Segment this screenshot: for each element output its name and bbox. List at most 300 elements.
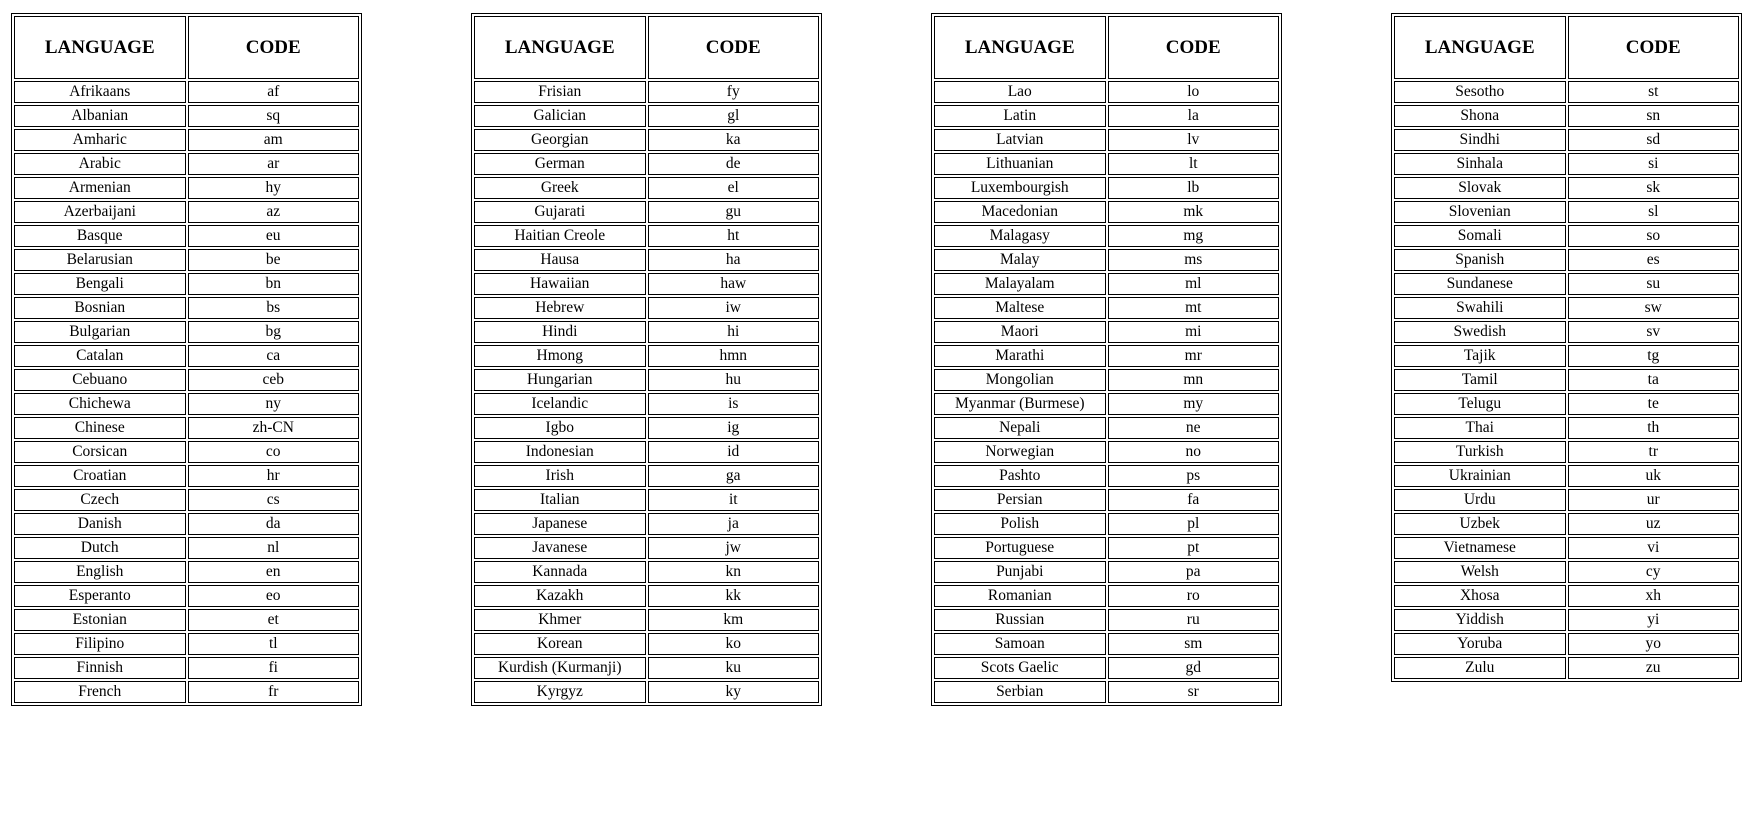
language-name-cell: Igbo (474, 417, 646, 439)
language-code-cell: ar (188, 153, 360, 175)
language-name-cell: Latin (934, 105, 1106, 127)
table-row (474, 561, 819, 583)
language-code-cell: zh-CN (188, 417, 360, 439)
language-code-cell: ig (648, 417, 820, 439)
language-code-cell: sn (1568, 105, 1740, 127)
table-row (14, 465, 359, 487)
table-row (934, 513, 1279, 535)
language-name-cell: Galician (474, 105, 646, 127)
table-row (934, 369, 1279, 391)
language-name-cell: Malayalam (934, 273, 1106, 295)
table-row (474, 153, 819, 175)
language-code-cell: ky (648, 681, 820, 703)
language-name-cell: Bengali (14, 273, 186, 295)
table-row (474, 633, 819, 655)
table-row (474, 513, 819, 535)
table-row (14, 561, 359, 583)
language-code-cell: gu (648, 201, 820, 223)
table-row (474, 369, 819, 391)
language-code-cell: nl (188, 537, 360, 559)
language-code-cell: tr (1568, 441, 1740, 463)
table-row (14, 153, 359, 175)
language-name-cell: Korean (474, 633, 646, 655)
table-row (1394, 513, 1739, 535)
language-code-cell: ht (648, 225, 820, 247)
table-row (14, 489, 359, 511)
table-row (1394, 585, 1739, 607)
language-code-cell: sv (1568, 321, 1740, 343)
language-name-cell: Icelandic (474, 393, 646, 415)
language-name-cell: Russian (934, 609, 1106, 631)
table-row (14, 441, 359, 463)
language-code-cell: iw (648, 297, 820, 319)
table-row (1394, 489, 1739, 511)
language-code-cell: eo (188, 585, 360, 607)
language-name-cell: Marathi (934, 345, 1106, 367)
table-row (474, 177, 819, 199)
language-code-cell: fi (188, 657, 360, 679)
table-row (1394, 105, 1739, 127)
language-code-cell: et (188, 609, 360, 631)
language-code-cell: kk (648, 585, 820, 607)
language-name-cell: Vietnamese (1394, 537, 1566, 559)
language-name-cell: Serbian (934, 681, 1106, 703)
language-name-cell: Norwegian (934, 441, 1106, 463)
language-code-cell: xh (1568, 585, 1740, 607)
table-row (1394, 177, 1739, 199)
table-row (14, 225, 359, 247)
language-code-cell: de (648, 153, 820, 175)
table-row (474, 345, 819, 367)
language-code-cell: sq (188, 105, 360, 127)
language-code-cell: co (188, 441, 360, 463)
table-row (474, 537, 819, 559)
language-code-cell: si (1568, 153, 1740, 175)
code-column-header: CODE (1568, 16, 1740, 79)
language-code-cell: zu (1568, 657, 1740, 679)
language-name-cell: Bulgarian (14, 321, 186, 343)
language-code-cell: cy (1568, 561, 1740, 583)
language-column-header: LANGUAGE (14, 16, 186, 79)
table-row (1394, 129, 1739, 151)
language-code-cell: ku (648, 657, 820, 679)
language-name-cell: Slovenian (1394, 201, 1566, 223)
language-name-cell: Japanese (474, 513, 646, 535)
table-row (1394, 465, 1739, 487)
table-row (1394, 561, 1739, 583)
table-row (934, 537, 1279, 559)
language-name-cell: Haitian Creole (474, 225, 646, 247)
language-column-header: LANGUAGE (1394, 16, 1566, 79)
language-name-cell: Zulu (1394, 657, 1566, 679)
language-name-cell: Hungarian (474, 369, 646, 391)
table-header-row (474, 16, 819, 79)
language-name-cell: Sinhala (1394, 153, 1566, 175)
language-code-cell: bg (188, 321, 360, 343)
language-name-cell: Filipino (14, 633, 186, 655)
table-row (934, 561, 1279, 583)
language-code-cell: su (1568, 273, 1740, 295)
language-name-cell: Latvian (934, 129, 1106, 151)
language-code-cell: lb (1108, 177, 1280, 199)
language-name-cell: Khmer (474, 609, 646, 631)
language-table-1 (11, 13, 362, 706)
language-code-cell: gd (1108, 657, 1280, 679)
language-column-header: LANGUAGE (934, 16, 1106, 79)
language-name-cell: Sindhi (1394, 129, 1566, 151)
language-name-cell: Indonesian (474, 441, 646, 463)
language-name-cell: Turkish (1394, 441, 1566, 463)
language-name-cell: Xhosa (1394, 585, 1566, 607)
language-code-cell: my (1108, 393, 1280, 415)
code-column-header: CODE (1108, 16, 1280, 79)
language-name-cell: Yiddish (1394, 609, 1566, 631)
language-name-cell: Telugu (1394, 393, 1566, 415)
table-row (1394, 417, 1739, 439)
table-row (934, 345, 1279, 367)
table-header-row (14, 16, 359, 79)
language-name-cell: Kazakh (474, 585, 646, 607)
language-name-cell: Belarusian (14, 249, 186, 271)
language-name-cell: Hausa (474, 249, 646, 271)
language-code-cell: bn (188, 273, 360, 295)
language-name-cell: Samoan (934, 633, 1106, 655)
language-code-cell: sr (1108, 681, 1280, 703)
language-name-cell: Shona (1394, 105, 1566, 127)
language-code-cell: sl (1568, 201, 1740, 223)
table-row (1394, 249, 1739, 271)
table-row (934, 585, 1279, 607)
table-row (474, 585, 819, 607)
table-row (1394, 297, 1739, 319)
language-name-cell: Czech (14, 489, 186, 511)
language-code-cell: ga (648, 465, 820, 487)
table-row (14, 105, 359, 127)
language-code-cell: haw (648, 273, 820, 295)
language-name-cell: Corsican (14, 441, 186, 463)
language-code-cell: ceb (188, 369, 360, 391)
table-row (14, 657, 359, 679)
language-name-cell: Sundanese (1394, 273, 1566, 295)
table-row (474, 201, 819, 223)
table-row (1394, 633, 1739, 655)
table-row (934, 105, 1279, 127)
language-code-cell: kn (648, 561, 820, 583)
table-row (1394, 609, 1739, 631)
table-header-row (1394, 16, 1739, 79)
table-row (1394, 81, 1739, 103)
table-row (934, 153, 1279, 175)
table-row (14, 273, 359, 295)
language-code-cell: en (188, 561, 360, 583)
language-code-cell: am (188, 129, 360, 151)
table-row (1394, 321, 1739, 343)
language-table-2 (471, 13, 822, 706)
language-name-cell: Thai (1394, 417, 1566, 439)
table-row (934, 249, 1279, 271)
language-name-cell: Amharic (14, 129, 186, 151)
table-row (474, 489, 819, 511)
language-name-cell: Swahili (1394, 297, 1566, 319)
table-row (934, 321, 1279, 343)
language-name-cell: Portuguese (934, 537, 1106, 559)
language-name-cell: Lithuanian (934, 153, 1106, 175)
language-name-cell: French (14, 681, 186, 703)
table-row (474, 609, 819, 631)
language-code-cell: te (1568, 393, 1740, 415)
language-code-cell: ko (648, 633, 820, 655)
language-code-cell: eu (188, 225, 360, 247)
language-code-cell: es (1568, 249, 1740, 271)
table-row (14, 417, 359, 439)
language-name-cell: English (14, 561, 186, 583)
language-name-cell: Nepali (934, 417, 1106, 439)
language-code-cell: hy (188, 177, 360, 199)
code-column-header: CODE (648, 16, 820, 79)
language-name-cell: Gujarati (474, 201, 646, 223)
language-code-cell: ny (188, 393, 360, 415)
language-name-cell: Malay (934, 249, 1106, 271)
language-code-cell: ha (648, 249, 820, 271)
language-code-cell: id (648, 441, 820, 463)
table-row (1394, 537, 1739, 559)
table-row (1394, 153, 1739, 175)
code-column-header: CODE (188, 16, 360, 79)
table-row (1394, 345, 1739, 367)
table-row (14, 369, 359, 391)
language-code-cell: ja (648, 513, 820, 535)
language-code-cell: yo (1568, 633, 1740, 655)
language-code-cell: az (188, 201, 360, 223)
table-row (1394, 393, 1739, 415)
language-name-cell: Spanish (1394, 249, 1566, 271)
language-name-cell: Finnish (14, 657, 186, 679)
language-code-cell: gl (648, 105, 820, 127)
language-name-cell: Estonian (14, 609, 186, 631)
language-name-cell: Cebuano (14, 369, 186, 391)
language-name-cell: Frisian (474, 81, 646, 103)
language-name-cell: Albanian (14, 105, 186, 127)
language-code-cell: ro (1108, 585, 1280, 607)
language-name-cell: Irish (474, 465, 646, 487)
table-row (1394, 201, 1739, 223)
language-code-cell: mr (1108, 345, 1280, 367)
table-row (934, 489, 1279, 511)
language-name-cell: Hindi (474, 321, 646, 343)
language-code-cell: fy (648, 81, 820, 103)
language-code-cell: mn (1108, 369, 1280, 391)
table-row (934, 633, 1279, 655)
table-row (474, 657, 819, 679)
language-name-cell: Somali (1394, 225, 1566, 247)
table-row (474, 465, 819, 487)
language-code-cell: th (1568, 417, 1740, 439)
language-name-cell: Catalan (14, 345, 186, 367)
language-code-cell: bs (188, 297, 360, 319)
table-row (14, 201, 359, 223)
language-code-cell: mt (1108, 297, 1280, 319)
language-name-cell: Swedish (1394, 321, 1566, 343)
language-name-cell: Sesotho (1394, 81, 1566, 103)
language-name-cell: Hawaiian (474, 273, 646, 295)
language-code-cell: da (188, 513, 360, 535)
table-row (474, 81, 819, 103)
language-name-cell: Kurdish (Kurmanji) (474, 657, 646, 679)
language-name-cell: Dutch (14, 537, 186, 559)
table-row (934, 129, 1279, 151)
language-name-cell: Javanese (474, 537, 646, 559)
table-row (474, 441, 819, 463)
language-name-cell: Georgian (474, 129, 646, 151)
table-row (1394, 657, 1739, 679)
language-code-cell: el (648, 177, 820, 199)
language-name-cell: Armenian (14, 177, 186, 199)
language-name-cell: Macedonian (934, 201, 1106, 223)
language-table-3 (931, 13, 1282, 706)
language-name-cell: Uzbek (1394, 513, 1566, 535)
table-row (474, 417, 819, 439)
language-table-4 (1391, 13, 1742, 682)
language-code-cell: pa (1108, 561, 1280, 583)
language-code-cell: pt (1108, 537, 1280, 559)
language-name-cell: Urdu (1394, 489, 1566, 511)
language-code-cell: af (188, 81, 360, 103)
language-code-cell: tl (188, 633, 360, 655)
table-row (934, 225, 1279, 247)
language-code-cell: ml (1108, 273, 1280, 295)
table-row (1394, 441, 1739, 463)
table-row (14, 345, 359, 367)
table-row (934, 273, 1279, 295)
table-row (14, 633, 359, 655)
language-code-cell: lv (1108, 129, 1280, 151)
language-name-cell: Maltese (934, 297, 1106, 319)
language-code-cell: vi (1568, 537, 1740, 559)
language-name-cell: Luxembourgish (934, 177, 1106, 199)
table-row (474, 321, 819, 343)
language-name-cell: Basque (14, 225, 186, 247)
table-row (14, 585, 359, 607)
language-name-cell: Romanian (934, 585, 1106, 607)
table-row (474, 393, 819, 415)
language-name-cell: Chinese (14, 417, 186, 439)
table-row (1394, 225, 1739, 247)
table-row (474, 129, 819, 151)
language-name-cell: Kannada (474, 561, 646, 583)
language-code-cell: hu (648, 369, 820, 391)
language-code-cell: hi (648, 321, 820, 343)
table-row (14, 681, 359, 703)
language-name-cell: Hmong (474, 345, 646, 367)
table-row (14, 177, 359, 199)
table-row (934, 681, 1279, 703)
table-row (934, 297, 1279, 319)
table-row (14, 537, 359, 559)
table-row (14, 81, 359, 103)
language-name-cell: Pashto (934, 465, 1106, 487)
language-name-cell: Lao (934, 81, 1106, 103)
language-code-cell: la (1108, 105, 1280, 127)
language-code-cell: ms (1108, 249, 1280, 271)
table-row (934, 465, 1279, 487)
table-row (14, 249, 359, 271)
language-name-cell: Arabic (14, 153, 186, 175)
table-row (1394, 369, 1739, 391)
language-name-cell: Mongolian (934, 369, 1106, 391)
table-row (474, 105, 819, 127)
language-code-cell: cs (188, 489, 360, 511)
table-row (14, 609, 359, 631)
language-code-cell: tg (1568, 345, 1740, 367)
language-name-cell: Italian (474, 489, 646, 511)
language-code-cell: sd (1568, 129, 1740, 151)
language-name-cell: Persian (934, 489, 1106, 511)
table-row (934, 201, 1279, 223)
language-name-cell: Bosnian (14, 297, 186, 319)
language-name-cell: Afrikaans (14, 81, 186, 103)
language-code-cell: so (1568, 225, 1740, 247)
table-row (934, 177, 1279, 199)
language-code-cell: ta (1568, 369, 1740, 391)
language-name-cell: Croatian (14, 465, 186, 487)
table-row (934, 657, 1279, 679)
table-header-row (934, 16, 1279, 79)
language-name-cell: Greek (474, 177, 646, 199)
language-code-cell: mi (1108, 321, 1280, 343)
language-code-cell: fr (188, 681, 360, 703)
table-row (1394, 273, 1739, 295)
language-name-cell: Slovak (1394, 177, 1566, 199)
language-name-cell: Polish (934, 513, 1106, 535)
language-name-cell: German (474, 153, 646, 175)
language-code-cell: ur (1568, 489, 1740, 511)
language-code-cell: ne (1108, 417, 1280, 439)
table-row (934, 417, 1279, 439)
table-row (14, 321, 359, 343)
table-row (934, 441, 1279, 463)
language-code-cell: km (648, 609, 820, 631)
language-name-cell: Scots Gaelic (934, 657, 1106, 679)
language-code-cell: sk (1568, 177, 1740, 199)
language-code-cell: uk (1568, 465, 1740, 487)
language-code-cell: lo (1108, 81, 1280, 103)
table-row (474, 249, 819, 271)
language-code-cell: is (648, 393, 820, 415)
language-name-cell: Kyrgyz (474, 681, 646, 703)
language-name-cell: Chichewa (14, 393, 186, 415)
table-row (14, 393, 359, 415)
language-code-cell: yi (1568, 609, 1740, 631)
language-name-cell: Yoruba (1394, 633, 1566, 655)
language-code-cell: ka (648, 129, 820, 151)
language-code-cell: no (1108, 441, 1280, 463)
language-code-cell: lt (1108, 153, 1280, 175)
language-name-cell: Ukrainian (1394, 465, 1566, 487)
language-name-cell: Welsh (1394, 561, 1566, 583)
table-row (474, 225, 819, 247)
language-name-cell: Danish (14, 513, 186, 535)
language-code-cell: pl (1108, 513, 1280, 535)
language-code-cell: mg (1108, 225, 1280, 247)
table-row (474, 297, 819, 319)
table-row (14, 297, 359, 319)
language-name-cell: Myanmar (Burmese) (934, 393, 1106, 415)
language-code-cell: sm (1108, 633, 1280, 655)
table-row (934, 609, 1279, 631)
language-code-cell: mk (1108, 201, 1280, 223)
language-name-cell: Hebrew (474, 297, 646, 319)
language-column-header: LANGUAGE (474, 16, 646, 79)
